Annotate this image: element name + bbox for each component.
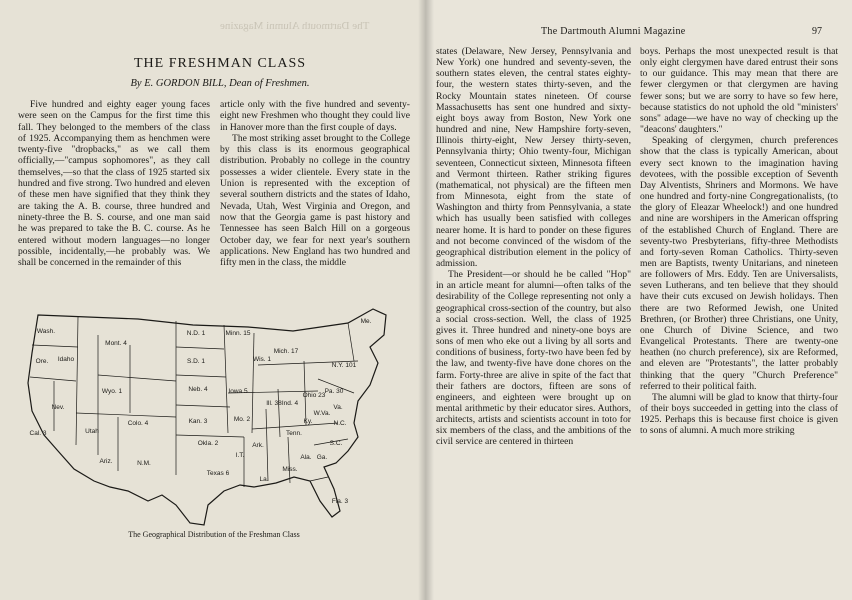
- state-label: Colo. 4: [127, 420, 149, 427]
- paragraph: Five hundred and eighty eager young faces were seen on the Campus for the first time this fall. They belonged to the members of the class of 1925. Accompanying them as henchmen were twenty-five "dropbacks," as we call them officially,—"campus sophomores", as they call themselves,—so that the class of 1925 started six hundred and five strong. Two hundred and eleven of these men have signified that they think they are taking the A. B. course, three hundred and ninety-three the B. S. course, and one man said he was prepared to take the B. C. course. As he entered without modern languages—no longer possible, incidentally,—he probably was. We shall be concerned in the remainder of this: [18, 99, 210, 269]
- state-label: S.C.: [329, 440, 343, 447]
- state-label: Mo. 2: [233, 416, 251, 423]
- state-label: Tenn.: [286, 430, 302, 437]
- state-label: N.Y. 101: [331, 362, 357, 369]
- state-label: N.D. 1: [186, 330, 206, 337]
- right-column-2: [640, 46, 838, 436]
- state-label: Wash.: [36, 328, 56, 335]
- state-label: Nev.: [51, 404, 65, 411]
- paragraph: article only with the five hundred and seventy-eight new Freshmen who thought they could live in Hanover more than the first couple of days.: [220, 99, 410, 133]
- state-label: Wis. 1: [252, 356, 272, 363]
- left-column-2: [220, 99, 410, 268]
- state-label: N.M.: [137, 460, 151, 467]
- state-label: Texas 6: [206, 470, 230, 477]
- state-label: Fla. 3: [331, 498, 349, 505]
- right-page: [426, 0, 852, 600]
- distribution-map: [18, 305, 410, 530]
- bleed-through-header: The Dartmouth Alumni Magazine: [220, 20, 370, 32]
- state-label: Neb. 4: [188, 386, 208, 393]
- state-label: La.: [259, 476, 269, 483]
- state-label: Minn. 15: [225, 330, 251, 337]
- state-label: N.C.: [333, 420, 347, 427]
- page-number: 97: [812, 26, 822, 37]
- paragraph: The President—or should he be called "Hop" in an article meant for alumni—often talks of the desirability of the College representing not only a geographical cross-section of the country, but also a social cross-section. Well, the class of 1925 gives it. Three hundred and ninety-one boys are sons of men who eke out a living by all sorts and conditions of business, forty-two have been fed by the law, and twenty-five have done chores on the farm. Forty-three are alive in spite of the fact that their fathers are doctors, fifteen are sons of engineers, and eighteen were brought up on mental arithmetic by their educator sires. Authors, architects, artists and scientists account in toto for six members of the class, and the ambitions of the civil service are centered in thirteen: [436, 269, 631, 448]
- state-label: Ore.: [35, 358, 49, 365]
- left-column-1: [18, 99, 210, 268]
- state-label: Va.: [333, 404, 343, 411]
- paragraph: boys. Perhaps the most unexpected result is that only eight clergymen have dared entrust their sons to our guidance. This may mean that there are fewer clergymen or that clergymen are having fewer sons; but we are sorry to have so few here, because statistics do not uphold the old "ministers' sons" adage—we have no way of checking up the "deacons' daughters.": [640, 46, 838, 136]
- paragraph: The most striking asset brought to the College by this class is its enormous geographical distribution. Probably no college in the country possesses a wider clientele. Every state in the Union is represented with the exception of several southern districts and the states of Idaho, Nevada, Utah, West Virginia and Oregon, and now that the Georgia game is past history and Tennessee has seen Balch Hill on a gorgeous October day, we fear for next year's southern applications. New England has two hundred and fifty men in the class, the middle: [220, 132, 410, 269]
- state-label: Mont. 4: [105, 340, 127, 347]
- state-label: Okla. 2: [197, 440, 219, 447]
- state-label: Me.: [360, 318, 372, 325]
- state-label: Ohio 23: [302, 392, 326, 399]
- right-column-1: [436, 46, 631, 448]
- state-label: Miss.: [282, 466, 298, 473]
- paragraph: Speaking of clergymen, church preferences show that the class is typically American, about every sect known to the imagination having devotees, with the possible exception of Seventh Day Alventists, Shriners and Mormons. We have one hundred and forty-nine Congregationalists, (to the glory of Eleazar Wheelock!) and one hundred and nine are worshipers in the American offspring of the established Church of England. There are seventy-two Presbyterians, fifty-three Methodists and forty-seven Roman Catholics. Thirty-seven men are Baptists, twenty Unitarians, and nineteen are followers of Mrs. Eddy. Ten are Universalists, seven Lutherans, and ten believe that they should have their cuts excused on Jewish holidays. Then there are two Reformed Jewish, one United Brethren, (or Brother) three Christians, one Unity, one Church of Divine Science, and two Evangelical Protestants. There are twenty-one heathen (no church preference), six are Reformed, and eleven are "Protestants", the latter probably thinking that the query "Church Preference" referred to their political faith.: [640, 135, 838, 392]
- state-label: Idaho: [57, 356, 75, 363]
- state-label: Kan. 3: [188, 418, 208, 425]
- state-label: Ill. 38: [266, 400, 282, 407]
- state-label: Ga.: [316, 454, 328, 461]
- article-title: THE FRESHMAN CLASS: [133, 56, 307, 71]
- state-labels: [30, 318, 372, 505]
- map-caption: The Geographical Distribution of the Freshman Class: [128, 530, 300, 539]
- state-label: Ind. 4: [281, 400, 299, 407]
- state-label: Pa. 30: [324, 388, 344, 395]
- state-label: Ark.: [252, 442, 264, 449]
- state-label: S.D. 1: [186, 358, 206, 365]
- paragraph: states (Delaware, New Jersey, Pennsylvania and New York) one hundred and seventy-seven, the southern states eleven, the central states eighty-four, the western states thirty-seven, and the Rocky Mountain states nineteen. Of course Massachusetts has sent one hundred and sixty-eight boys away from Boston, New York one hundred and nine, New Hampshire forty-seven, Illinois thirty-eight, New Jersey thirty-seven, Pennsylvania thirty; Ohio twenty-four, Michigan seventeen, Connecticut sixteen, Minnesota fifteen and Vermont thirteen. Rather striking figures (mathematical, not physical) are the fifteen men from Minnesota, eight from the state of Washington and thirty from Pennsylvania, a state which has usually been satisfied with colleges nearer home. It is hard to ponder on these figures and not become convinced of the wisdom of the geographical distribution element in the policy of admission.: [436, 46, 631, 269]
- state-label: Utah: [85, 428, 99, 435]
- running-head: The Dartmouth Alumni Magazine: [541, 26, 686, 37]
- state-label: Iowa 5: [228, 388, 248, 395]
- state-label: Mich. 17: [273, 348, 299, 355]
- state-label: Ariz.: [99, 458, 113, 465]
- state-label: I.T.: [235, 452, 245, 459]
- paragraph: The alumni will be glad to know that thirty-four of their boys succeeded in getting into the class of 1925. Perhaps this is because first choice is given to sons of alumni. A much more striking: [640, 391, 838, 437]
- state-label: W.Va.: [313, 410, 331, 417]
- state-label: Wyo. 1: [101, 388, 123, 395]
- state-label: Cal. 3: [29, 430, 47, 437]
- us-outline: [28, 309, 386, 525]
- article-byline: By E. GORDON BILL, Dean of Freshmen.: [130, 78, 310, 89]
- state-label: Ky.: [303, 418, 313, 425]
- state-label: Ala.: [300, 454, 312, 461]
- binding-gutter: [418, 0, 434, 600]
